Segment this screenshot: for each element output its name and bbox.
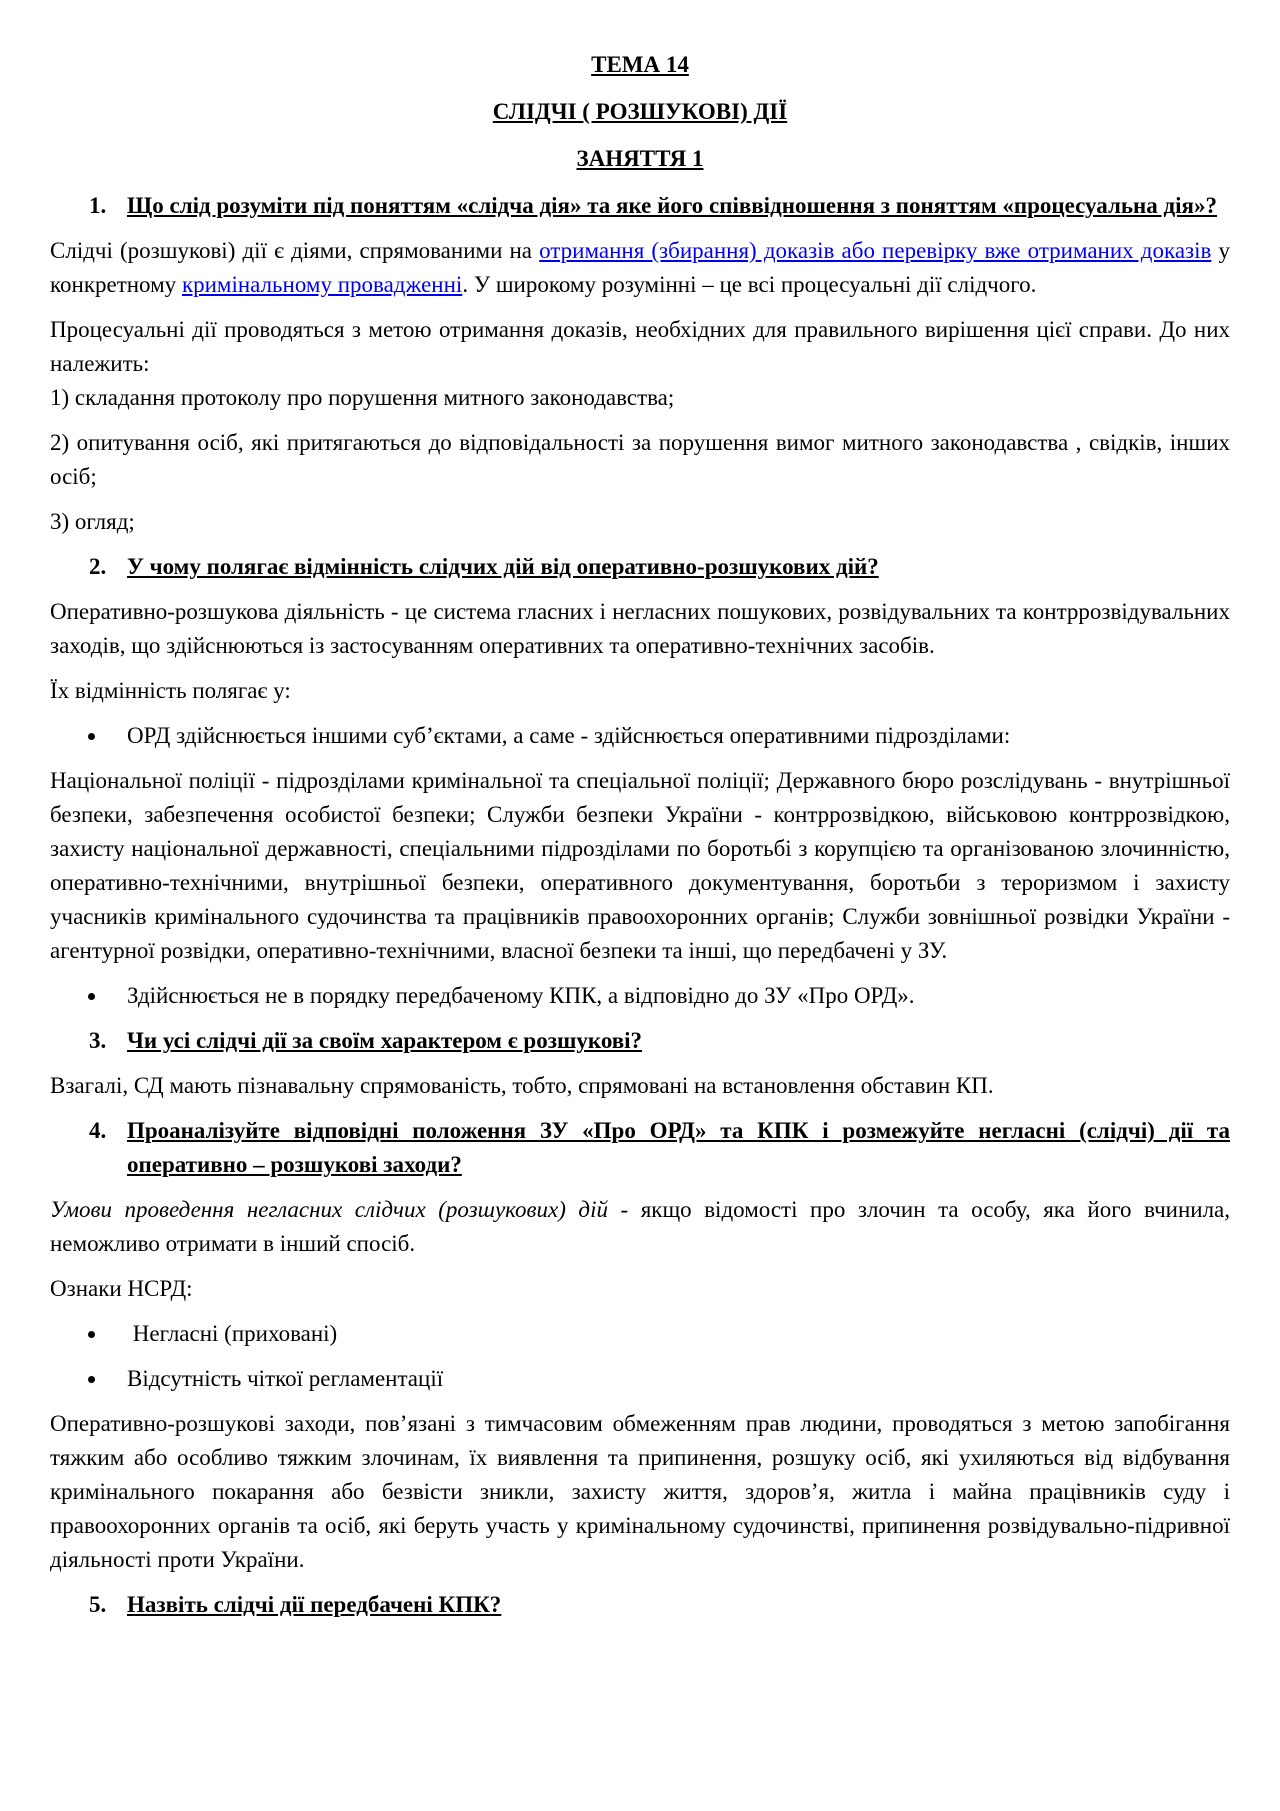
- bullet-item-4-text: Відсутність чіткої регламентації: [127, 1366, 444, 1391]
- question-3-number: 3.: [89, 1028, 107, 1053]
- title-heading: СЛІДЧІ ( РОЗШУКОВІ) ДІЇ: [492, 99, 788, 124]
- link-criminal-proceedings[interactable]: кримінальному провадженні: [181, 272, 463, 297]
- paragraph-orm: Оперативно-розшукові заходи, пов’язані з тимчасовим обмеженням прав людини, проводяться з метою запобігання тяжким або особливо тяжким злочинам, їх виявлення та припинення, розшуку осіб, які ухиляються від відбування кримінального покарання або безвісти зникли, захисту життя, здоров’я, житла і майна працівників суду і правоохоронних органів та осіб, які беруть участь у кримінальному судочинстві, припинення розвідувально-підривної діяльності проти України.: [50, 1411, 1230, 1572]
- paragraph-item-2: 2) опитування осіб, які притягаються до відповідальності за порушення вимог митного законодавства , свідків, інших осіб;: [50, 430, 1230, 489]
- question-4: [50, 1114, 1230, 1182]
- question-4-number: 4.: [89, 1118, 107, 1143]
- bullet-icon: [50, 719, 127, 753]
- document-page: [50, 48, 1230, 1633]
- bullet-item-2-text: Здійснюється не в порядку передбаченому КПК, а відповідно до ЗУ «Про ОРД».: [127, 983, 915, 1008]
- topic-heading: ТЕМА 14: [591, 52, 689, 77]
- paragraph-signs: Ознаки НСРД:: [50, 1276, 193, 1301]
- bullet-icon: [50, 979, 127, 1013]
- paragraph-units: Національної поліції - підрозділами кримінальної та спеціальної поліції; Державного бюро розслідувань - внутрішньої безпеки, забезпечення особистої безпеки; Служби безпеки України - контррозвідкою, військовою контррозвідкою, захисту національної державності, спеціальними підрозділами по боротьбі з корупцією та організованою злочинністю, оперативно-технічними, внутрішньої безпеки, оперативного документування, боротьби з тероризмом і захисту учасників кримінального судочинства та працівників правоохоронних органів; Служби зовнішньої розвідки України - агентурної розвідки, оперативно-технічними, власної безпеки та інші, що передбачені у ЗУ.: [50, 768, 1230, 963]
- paragraph-definition-text-a: Слідчі (розшукові) дії є діями, спрямованими на: [50, 238, 540, 263]
- question-2-text: У чому полягає відмінність слідчих дій від оперативно-розшукових дій?: [127, 554, 879, 579]
- paragraph-ord-definition: Оперативно-розшукова діяльність - це система гласних і негласних пошукових, розвідувальних та контррозвідувальних заходів, що здійснюються із застосуванням оперативних та оперативно-технічних засобів.: [50, 599, 1230, 658]
- bullet-item-1-text: ОРД здійснюється іншими суб’єктами, а саме - здійснюється оперативними підрозділами:: [127, 723, 1011, 748]
- question-3-text: Чи усі слідчі дії за своїм характером є розшукові?: [127, 1028, 643, 1053]
- bullet-item-3-text: Негласні (приховані): [127, 1321, 338, 1346]
- bullet-item-3: [50, 1317, 1230, 1351]
- bullet-item-1: [50, 719, 1230, 753]
- link-evidence[interactable]: отримання (збирання) доказів або перевірку вже отриманих доказів: [539, 238, 1212, 263]
- question-4-text: Проаналізуйте відповідні положення ЗУ «Про ОРД» та КПК і розмежуйте негласні (слідчі) дії та оперативно – розшукові заходи?: [127, 1118, 1230, 1177]
- paragraph-item-3: 3) огляд;: [50, 509, 135, 534]
- question-5: [50, 1588, 1230, 1622]
- question-3: [50, 1024, 1230, 1058]
- paragraph-definition-text-b: у конкретному: [50, 238, 1230, 297]
- question-1-text: Що слід розуміти під поняттям «слідча дія» та яке його співвідношення з поняттям «процесуальна дія»?: [127, 193, 1217, 218]
- bullet-item-2: [50, 979, 1230, 1013]
- paragraph-procedural-line-2: 1) складання протоколу про порушення митного законодавства;: [50, 385, 675, 410]
- question-2-number: 2.: [89, 554, 107, 579]
- question-2: [50, 550, 1230, 584]
- question-1-number: 1.: [89, 193, 107, 218]
- paragraph-procedural-line-1: Процесуальні дії проводяться з метою отримання доказів, необхідних для правильного вирішення цієї справи. До них належить:: [50, 317, 1230, 376]
- bullet-item-4: [50, 1362, 1230, 1396]
- paragraph-cognitive: Взагалі, СД мають пізнавальну спрямованість, тобто, спрямовані на встановлення обставин КП.: [50, 1073, 994, 1098]
- question-1: [50, 189, 1230, 223]
- lesson-heading: ЗАНЯТТЯ 1: [576, 146, 704, 171]
- paragraph-difference: Їх відмінність полягає у:: [50, 678, 291, 703]
- paragraph-definition: [50, 234, 1230, 302]
- paragraph-conditions-italic: Умови проведення негласних слідчих (розшукових) дій: [50, 1197, 608, 1222]
- paragraph-conditions-rest: - якщо відомості про злочин та особу, яка його вчинила, неможливо отримати в інший спосіб.: [50, 1197, 1231, 1256]
- bullet-icon: [50, 1317, 127, 1351]
- paragraph-procedural: [50, 313, 1230, 415]
- paragraph-conditions: [50, 1193, 1230, 1261]
- question-5-number: 5.: [89, 1592, 107, 1617]
- question-5-text: Назвіть слідчі дії передбачені КПК?: [127, 1592, 502, 1617]
- paragraph-definition-text-c: . У широкому розумінні – це всі процесуальні дії слідчого.: [462, 272, 1037, 297]
- bullet-icon: [50, 1362, 127, 1396]
